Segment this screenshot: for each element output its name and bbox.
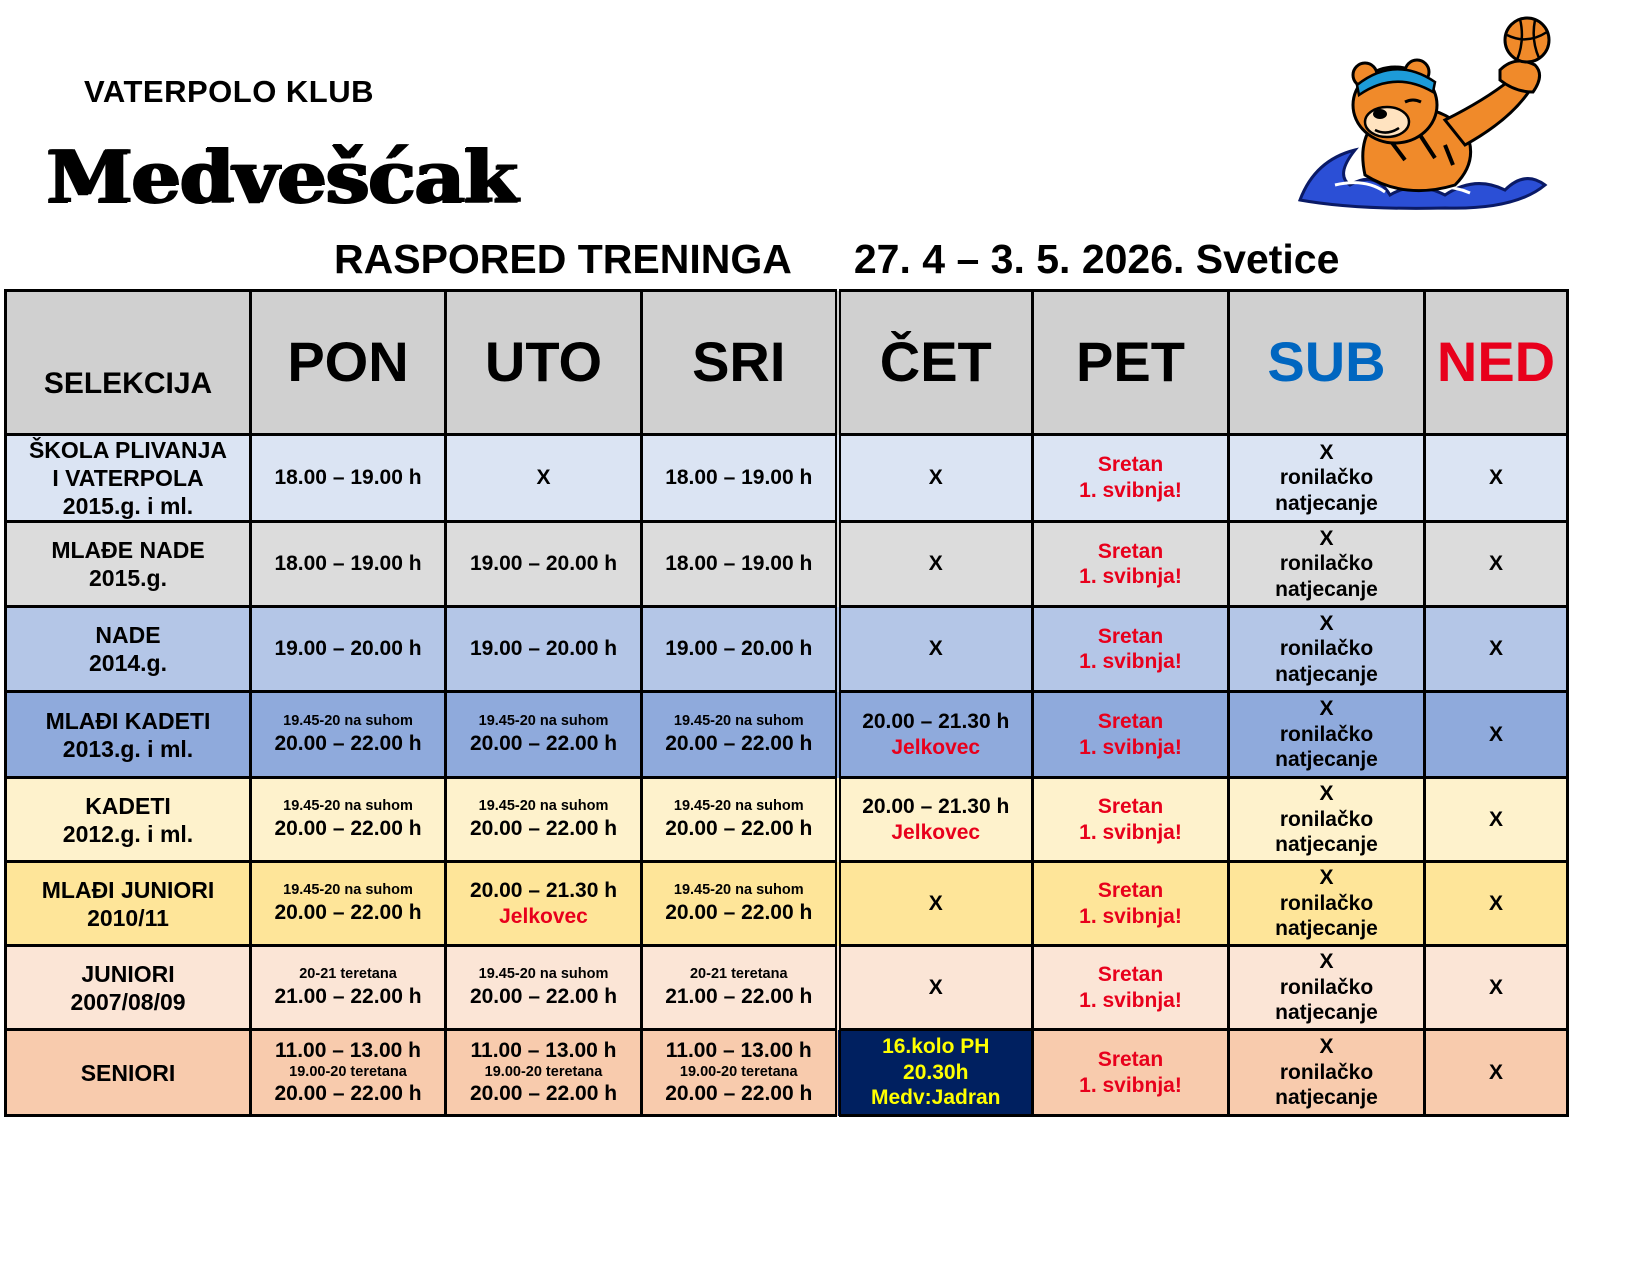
column-header-cet: ČET [838,291,1033,435]
cell-pon: 20-21 teretana 21.00 – 22.00 h [251,946,446,1030]
cell-sub: X ronilačko natjecanje [1229,435,1425,522]
cell-uto: 19.00 – 20.00 h [446,522,642,607]
cell-ned: X [1425,607,1568,692]
cell-pon: 18.00 – 19.00 h [251,522,446,607]
club-logo [46,134,517,219]
table-row [6,778,1568,862]
cell-pon: 18.00 – 19.00 h [251,435,446,522]
column-header-sri: SRI [642,291,838,435]
cell-ned: X [1425,435,1568,522]
cell-ned: X [1425,1030,1568,1116]
cell-sri: 18.00 – 19.00 h [642,435,838,522]
schedule-dates: 27. 4 – 3. 5. 2026. Svetice [853,236,1340,282]
cell-ned: X [1425,862,1568,946]
cell-pet: Sretan 1. svibnja! [1033,435,1229,522]
page-title [334,236,1339,283]
cell-sub: X ronilačko natjecanje [1229,862,1425,946]
cell-uto: X [446,435,642,522]
group-name: MLAĐE NADE 2015.g. [6,522,251,607]
table-row [6,1030,1568,1116]
cell-pet: Sretan 1. svibnja! [1033,1030,1229,1116]
group-name: ŠKOLA PLIVANJA I VATERPOLA 2015.g. i ml. [6,435,251,522]
cell-sub: X ronilačko natjecanje [1229,607,1425,692]
cell-sri: 19.45-20 na suhom 20.00 – 22.00 h [642,692,838,778]
cell-pon: 19.00 – 20.00 h [251,607,446,692]
cell-cet: X [838,522,1033,607]
club-name: VATERPOLO KLUB [84,74,375,109]
group-name: MLAĐI KADETI 2013.g. i ml. [6,692,251,778]
cell-pet: Sretan 1. svibnja! [1033,607,1229,692]
cell-ned: X [1425,778,1568,862]
cell-uto: 20.00 – 21.30 h Jelkovec [446,862,642,946]
club-logo-text: Medvešćak [46,134,517,219]
cell-uto: 11.00 – 13.00 h 19.00-20 teretana 20.00 – 22.00 h [446,1030,642,1116]
cell-pon: 19.45-20 na suhom 20.00 – 22.00 h [251,692,446,778]
group-name: JUNIORI 2007/08/09 [6,946,251,1030]
cell-cet: X [838,946,1033,1030]
cell-cet: X [838,435,1033,522]
table-row [6,435,1568,522]
cell-ned: X [1425,522,1568,607]
cell-cet: X [838,862,1033,946]
cell-cet: 20.00 – 21.30 h Jelkovec [838,692,1033,778]
cell-cet: X [838,607,1033,692]
cell-uto: 19.45-20 na suhom 20.00 – 22.00 h [446,778,642,862]
cell-uto: 19.45-20 na suhom 20.00 – 22.00 h [446,692,642,778]
cell-uto: 19.45-20 na suhom 20.00 – 22.00 h [446,946,642,1030]
table-row [6,692,1568,778]
bear-mascot-icon [1295,10,1595,210]
table-row [6,607,1568,692]
cell-sub: X ronilačko natjecanje [1229,1030,1425,1116]
group-name: MLAĐI JUNIORI 2010/11 [6,862,251,946]
table-row [6,862,1568,946]
cell-ned: X [1425,946,1568,1030]
cell-ned: X [1425,692,1568,778]
cell-sri: 11.00 – 13.00 h 19.00-20 teretana 20.00 – 22.00 h [642,1030,838,1116]
cell-sub: X ronilačko natjecanje [1229,946,1425,1030]
table-header-row [6,291,1568,435]
cell-cet-match: 16.kolo PH 20.30h Medv:Jadran [838,1030,1033,1116]
column-header-selekcija: SELEKCIJA [6,291,251,435]
cell-sri: 19.45-20 na suhom 20.00 – 22.00 h [642,862,838,946]
column-header-uto: UTO [446,291,642,435]
training-schedule-table [4,289,1569,1117]
column-header-ned: NED [1425,291,1568,435]
cell-sri: 20-21 teretana 21.00 – 22.00 h [642,946,838,1030]
cell-pon: 11.00 – 13.00 h 19.00-20 teretana 20.00 – 22.00 h [251,1030,446,1116]
cell-uto: 19.00 – 20.00 h [446,607,642,692]
cell-sub: X ronilačko natjecanje [1229,522,1425,607]
schedule-title: RASPORED TRENINGA [334,236,792,282]
column-header-pet: PET [1033,291,1229,435]
cell-pet: Sretan 1. svibnja! [1033,522,1229,607]
cell-pet: Sretan 1. svibnja! [1033,946,1229,1030]
group-name: NADE 2014.g. [6,607,251,692]
cell-pon: 19.45-20 na suhom 20.00 – 22.00 h [251,862,446,946]
cell-pet: Sretan 1. svibnja! [1033,778,1229,862]
cell-sub: X ronilačko natjecanje [1229,692,1425,778]
group-name: KADETI 2012.g. i ml. [6,778,251,862]
cell-pon: 19.45-20 na suhom 20.00 – 22.00 h [251,778,446,862]
cell-sri: 19.45-20 na suhom 20.00 – 22.00 h [642,778,838,862]
cell-sub: X ronilačko natjecanje [1229,778,1425,862]
table-row [6,522,1568,607]
cell-pet: Sretan 1. svibnja! [1033,862,1229,946]
column-header-pon: PON [251,291,446,435]
cell-sri: 18.00 – 19.00 h [642,522,838,607]
group-name: SENIORI [6,1030,251,1116]
column-header-sub: SUB [1229,291,1425,435]
cell-pet: Sretan 1. svibnja! [1033,692,1229,778]
table-row [6,946,1568,1030]
cell-sri: 19.00 – 20.00 h [642,607,838,692]
cell-cet: 20.00 – 21.30 h Jelkovec [838,778,1033,862]
